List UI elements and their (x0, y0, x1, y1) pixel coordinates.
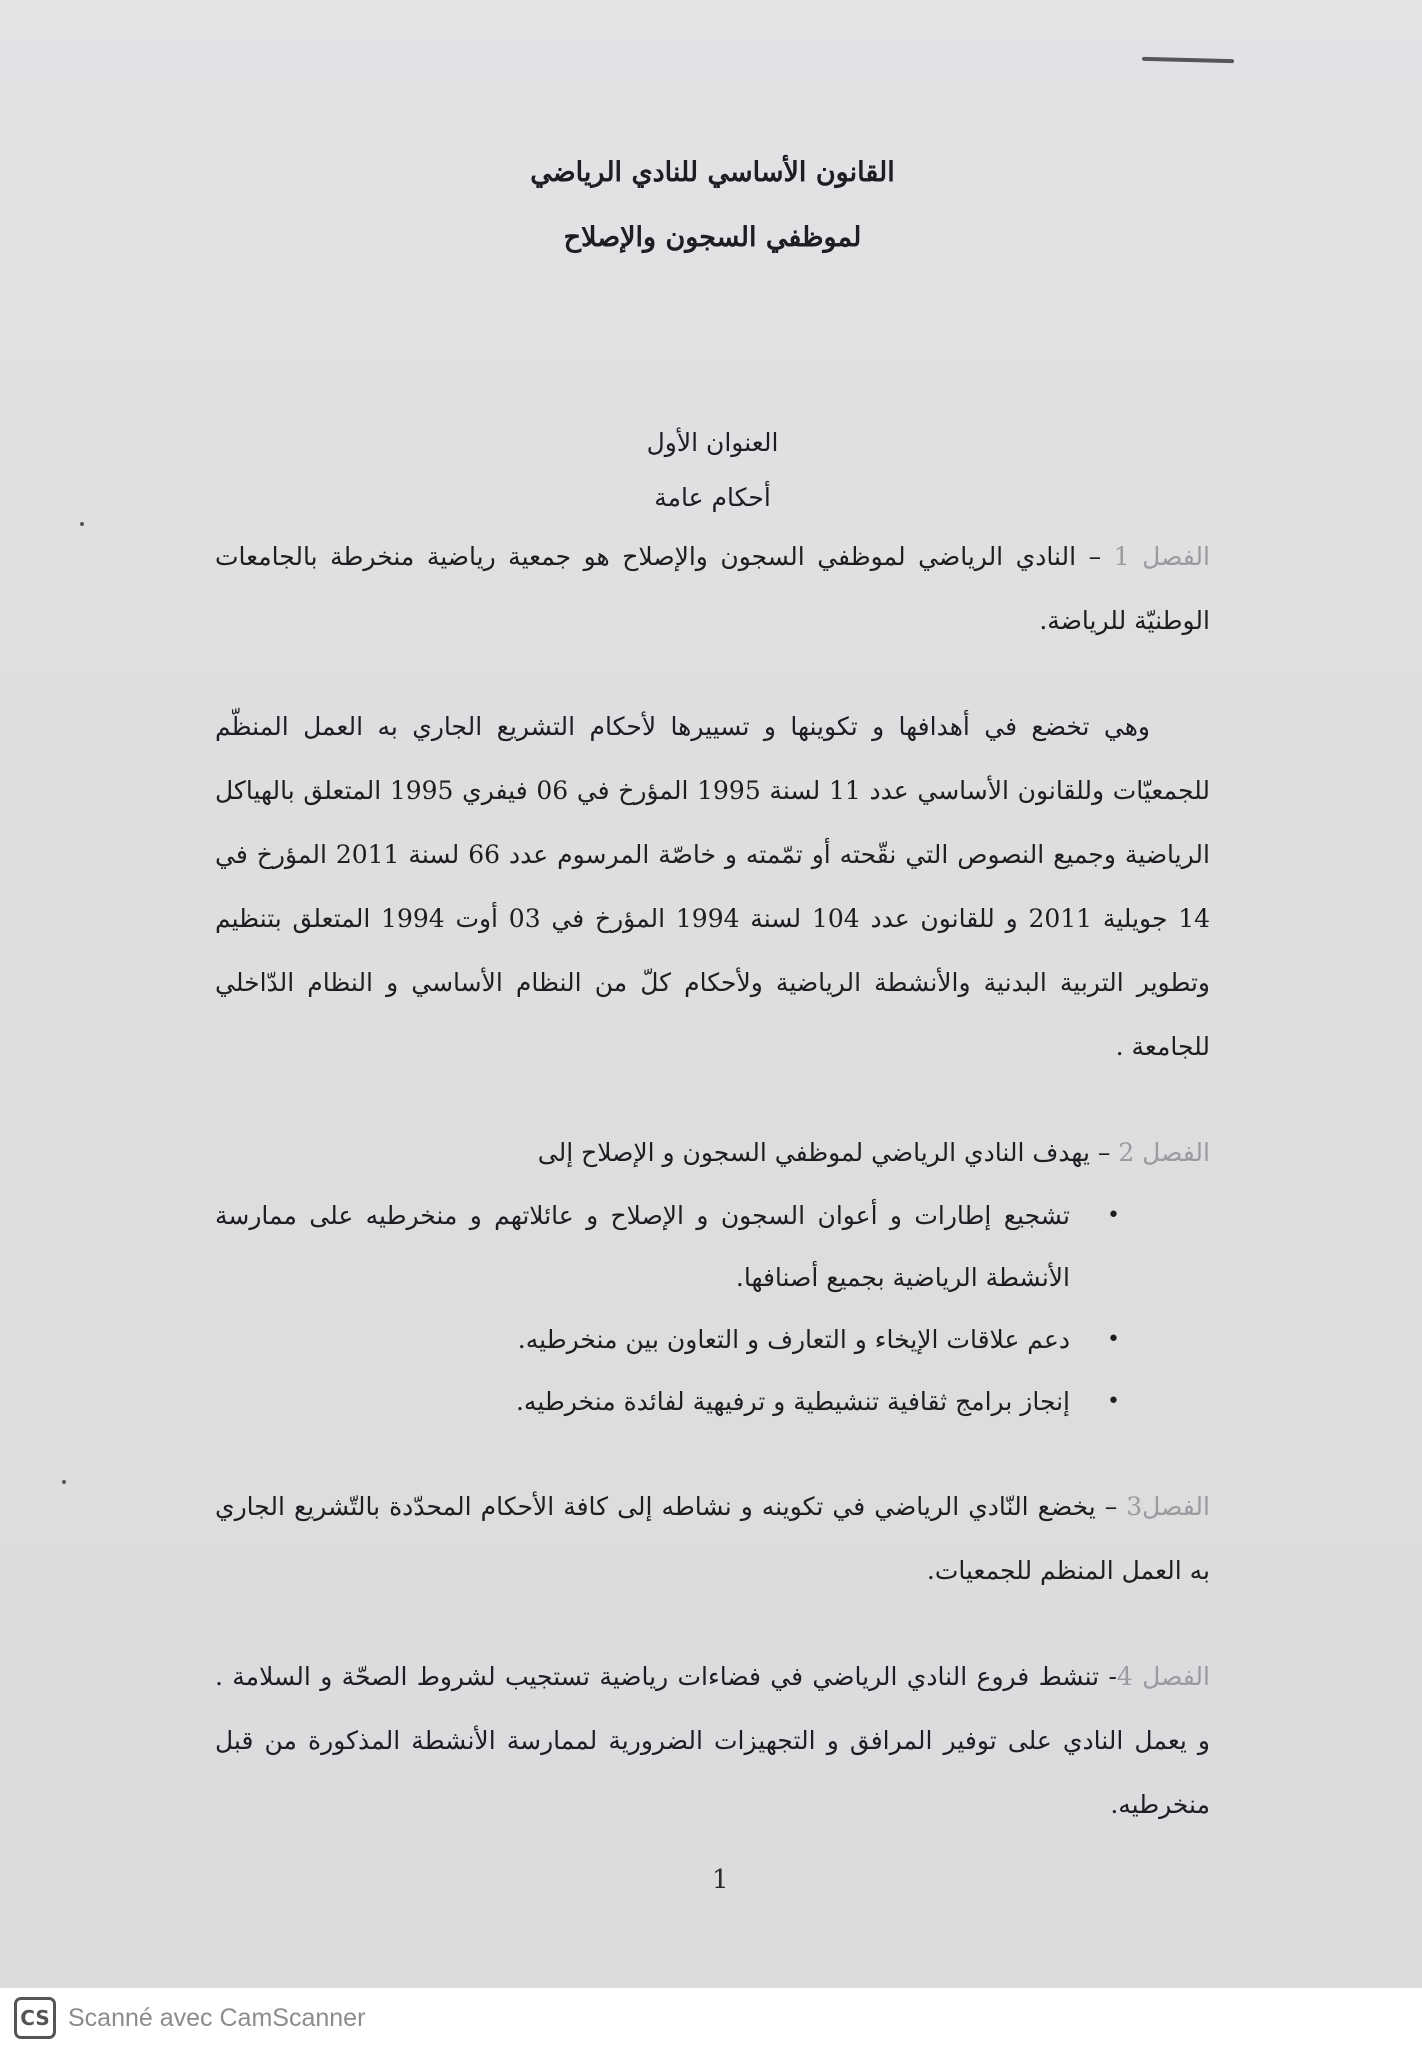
chapter-2-bullet-list (215, 1185, 1210, 1433)
chapter-1-label: الفصل 1 (1113, 542, 1210, 571)
list-item (215, 1185, 1120, 1309)
chapter-3-label: الفصل3 (1126, 1492, 1210, 1521)
bullet-icon: • (1107, 1327, 1120, 1352)
bullet-icon: • (1107, 1389, 1120, 1414)
document-title-line-2: لموظفي السجون والإصلاح (563, 222, 862, 253)
bullet-icon: • (1107, 1203, 1120, 1228)
chapter-4-paragraph (215, 1645, 1210, 1837)
list-item-text: إنجاز برامج ثقافية تنشيطية و ترفيهية لفائدة منخرطيه. (515, 1387, 1070, 1416)
list-item-text: دعم علاقات الإيخاء و التعارف و التعاون بين منخرطيه. (517, 1325, 1070, 1354)
chapter-3-paragraph (215, 1475, 1210, 1603)
camscanner-logo-icon: CS (14, 1997, 56, 2039)
pen-mark (1142, 57, 1234, 63)
chapter-2-text: – يهدف النادي الرياضي لموظفي السجون و الإصلاح إلى (537, 1138, 1119, 1167)
section-subheading: أحكام عامة (654, 483, 771, 512)
paper-speck (62, 1480, 66, 1484)
scanner-footer (0, 1988, 1422, 2048)
list-item (215, 1309, 1120, 1371)
chapter-1-paragraph (215, 525, 1210, 653)
chapter-4-text: - تنشط فروع النادي الرياضي في فضاءات رياضية تستجيب لشروط الصحّة و السلامة . و يعمل النادي على توفير المرافق و التجهيزات الضرورية لممارسة الأنشطة المذكورة من قبل منخرطيه. (215, 1662, 1210, 1819)
chapter-1-text: – النادي الرياضي لموظفي السجون والإصلاح هو جمعية رياضية منخرطة بالجامعات الوطنيّة للرياضة. (215, 542, 1210, 635)
scanner-watermark-text: Scanné avec CamScanner (68, 2003, 366, 2032)
document-body (215, 140, 1210, 1837)
chapter-2-intro (215, 1121, 1210, 1185)
chapter-3-text: – يخضع النّادي الرياضي في تكوينه و نشاطه إلى كافة الأحكام المحدّدة بالتّشريع الجاري به العمل المنظم للجمعيات. (215, 1492, 1210, 1585)
chapter-2-label: الفصل 2 (1118, 1138, 1210, 1167)
paper-speck (80, 522, 84, 526)
chapter-1-paragraph-2: وهي تخضع في أهدافها و تكوينها و تسييرها لأحكام التشريع الجاري به العمل المنظّم للجمعيّات وللقانون الأساسي عدد 11 لسنة 1995 المؤرخ في 06 فيفري 1995 المتعلق بالهياكل الرياضية وجميع النصوص التي نقّحته أو تمّمته و خاصّة المرسوم عدد 66 لسنة 2011 المؤرخ في 14 جويلية 2011 و للقانون عدد 104 لسنة 1994 المؤرخ في 03 أوت 1994 المتعلق بتنظيم وتطوير التربية البدنية والأنشطة الرياضية ولأحكام كلّ من النظام الأساسي و النظام الدّاخلي للجامعة . (215, 712, 1210, 1061)
document-title-line-1: القانون الأساسي للنادي الرياضي (530, 157, 895, 188)
section-heading: العنوان الأول (646, 428, 779, 457)
list-item (215, 1371, 1120, 1433)
chapter-4-label: الفصل 4 (1116, 1662, 1210, 1691)
list-item-text: تشجيع إطارات و أعوان السجون و الإصلاح و عائلاتهم و منخرطيه على ممارسة الأنشطة الرياضية بجميع أصنافها. (215, 1201, 1070, 1292)
page-number: 1 (712, 1865, 729, 1895)
